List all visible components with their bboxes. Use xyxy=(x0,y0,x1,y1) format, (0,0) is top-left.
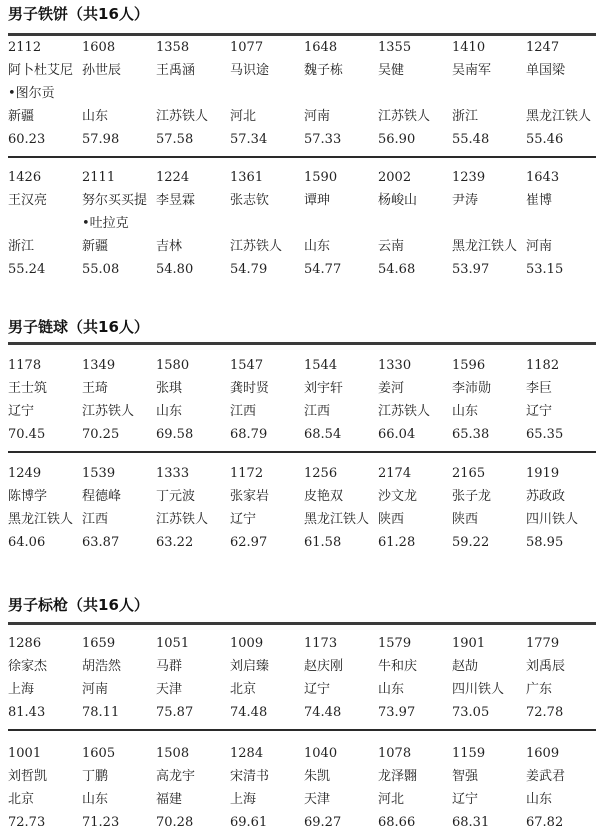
athlete-number: 1247 xyxy=(526,40,560,55)
athlete-team: 上海 xyxy=(230,792,257,807)
athlete-name-cell xyxy=(304,189,378,235)
athlete-team: 吉林 xyxy=(156,239,183,254)
athlete-team: 山东 xyxy=(82,109,109,124)
athlete-number: 1410 xyxy=(452,40,486,55)
athlete-name-cell xyxy=(304,59,378,105)
block-divider xyxy=(8,451,596,453)
athlete-name-cell xyxy=(82,377,156,400)
athlete-number: 1330 xyxy=(378,358,412,373)
athlete-team: 浙江 xyxy=(452,109,479,124)
athlete-team: 江苏铁人 xyxy=(378,404,431,419)
athlete-team: 天津 xyxy=(156,682,183,697)
athlete-team: 黑龙江铁人 xyxy=(526,109,592,124)
athlete-name: 杨峻山 xyxy=(378,193,418,208)
athlete-name: 阿卜杜艾尼 xyxy=(8,63,74,78)
athlete-score: 69.61 xyxy=(230,815,268,830)
athlete-number: 1580 xyxy=(156,358,190,373)
athlete-name: 陈博学 xyxy=(8,489,48,504)
athlete-name-cell xyxy=(230,655,304,678)
athlete-name-cell xyxy=(378,377,452,400)
athlete-team: 江苏铁人 xyxy=(230,239,283,254)
athlete-number: 2174 xyxy=(378,466,412,481)
athlete-name: 丁鹏 xyxy=(82,769,109,784)
athlete-name: 崔博 xyxy=(526,193,553,208)
section-title: 男子链球（共16人） xyxy=(8,318,149,336)
athlete-number: 1605 xyxy=(82,746,116,761)
athlete-name-cell xyxy=(82,189,156,235)
athlete-team: 浙江 xyxy=(8,239,35,254)
block-divider xyxy=(8,729,596,731)
athlete-team: 新疆 xyxy=(8,109,35,124)
athlete-name: 程德峰 xyxy=(82,489,122,504)
athlete-score: 62.97 xyxy=(230,535,268,550)
athlete-number: 1078 xyxy=(378,746,412,761)
athlete-score: 59.22 xyxy=(452,535,490,550)
athlete-number: 1648 xyxy=(304,40,338,55)
athlete-name-cell xyxy=(378,59,452,105)
athlete-number: 1051 xyxy=(156,636,190,651)
athlete-name: 姜河 xyxy=(378,381,405,396)
athlete-number: 1249 xyxy=(8,466,42,481)
athlete-team: 辽宁 xyxy=(304,682,331,697)
athlete-name-cell xyxy=(230,485,304,508)
athlete-team: 新疆 xyxy=(82,239,109,254)
athlete-team: 山东 xyxy=(378,682,405,697)
athlete-team: 山东 xyxy=(452,404,479,419)
athlete-name-cell xyxy=(230,59,304,105)
athlete-team: 河北 xyxy=(230,109,257,124)
athlete-name-cell xyxy=(452,189,526,235)
athlete-name: 尹涛 xyxy=(452,193,479,208)
athlete-score: 68.79 xyxy=(230,427,268,442)
athlete-name-cell xyxy=(526,377,600,400)
athlete-team: 北京 xyxy=(8,792,35,807)
athlete-team: 江苏铁人 xyxy=(156,512,209,527)
athlete-score: 61.28 xyxy=(378,535,416,550)
section-rule xyxy=(8,342,596,345)
athlete-number: 1643 xyxy=(526,170,560,185)
athlete-score: 65.35 xyxy=(526,427,564,442)
athlete-score: 54.77 xyxy=(304,262,342,277)
athlete-team: 天津 xyxy=(304,792,331,807)
athlete-number: 1539 xyxy=(82,466,116,481)
athlete-score: 53.15 xyxy=(526,262,564,277)
athlete-name: 胡浩然 xyxy=(82,659,122,674)
athlete-score: 57.34 xyxy=(230,132,268,147)
athlete-score: 73.97 xyxy=(378,705,416,720)
athlete-score: 69.58 xyxy=(156,427,194,442)
athlete-score: 72.73 xyxy=(8,815,46,830)
athlete-block xyxy=(8,632,600,724)
athlete-score: 55.46 xyxy=(526,132,564,147)
athlete-name: 姜武君 xyxy=(526,769,566,784)
athlete-name: 赵劼 xyxy=(452,659,479,674)
athlete-name: 朱凯 xyxy=(304,769,331,784)
athlete-name: 孙世辰 xyxy=(82,63,122,78)
athlete-score: 68.66 xyxy=(378,815,416,830)
athlete-score: 58.95 xyxy=(526,535,564,550)
athlete-team: 黑龙江铁人 xyxy=(304,512,370,527)
athlete-name: 王汉亮 xyxy=(8,193,48,208)
athlete-name-cell xyxy=(452,59,526,105)
athlete-number: 1182 xyxy=(526,358,560,373)
athlete-score: 53.97 xyxy=(452,262,490,277)
athlete-team: 四川铁人 xyxy=(452,682,505,697)
athlete-number: 1579 xyxy=(378,636,412,651)
athlete-score: 63.22 xyxy=(156,535,194,550)
athlete-name: 刘禹辰 xyxy=(526,659,566,674)
athlete-number: 1608 xyxy=(82,40,116,55)
athlete-score: 55.24 xyxy=(8,262,46,277)
athlete-name: 李沛勋 xyxy=(452,381,492,396)
athlete-name-cell xyxy=(526,189,600,235)
athlete-score: 78.11 xyxy=(82,705,120,720)
athlete-name: 谭珅 xyxy=(304,193,331,208)
athlete-team: 北京 xyxy=(230,682,257,697)
athlete-number: 1286 xyxy=(8,636,42,651)
athlete-team: 辽宁 xyxy=(8,404,35,419)
athlete-score: 60.23 xyxy=(8,132,46,147)
athlete-name: 刘宇轩 xyxy=(304,381,344,396)
athlete-name: 马识途 xyxy=(230,63,270,78)
athlete-score: 75.87 xyxy=(156,705,194,720)
athlete-team: 陕西 xyxy=(378,512,405,527)
athlete-name-cell xyxy=(82,655,156,678)
athlete-block xyxy=(8,354,600,446)
athlete-score: 69.27 xyxy=(304,815,342,830)
athlete-name-cell xyxy=(452,485,526,508)
athlete-name: 龚时贤 xyxy=(230,381,270,396)
athlete-block xyxy=(8,36,600,151)
athlete-block xyxy=(8,742,600,834)
athlete-name: 单国梁 xyxy=(526,63,566,78)
athlete-score: 57.98 xyxy=(82,132,120,147)
athlete-number: 1173 xyxy=(304,636,338,651)
athlete-score: 68.31 xyxy=(452,815,490,830)
athlete-number: 1901 xyxy=(452,636,486,651)
athlete-score: 57.33 xyxy=(304,132,342,147)
athlete-score: 64.06 xyxy=(8,535,46,550)
athlete-number: 1361 xyxy=(230,170,264,185)
athlete-team: 江西 xyxy=(82,512,109,527)
athlete-score: 74.48 xyxy=(304,705,342,720)
athlete-name: 吴健 xyxy=(378,63,405,78)
athlete-name: 宋清书 xyxy=(230,769,270,784)
athlete-name-cell xyxy=(8,59,82,105)
athlete-name-cell xyxy=(8,765,82,788)
athlete-team: 江西 xyxy=(304,404,331,419)
athlete-name-cell xyxy=(526,765,600,788)
athlete-name: 沙文龙 xyxy=(378,489,418,504)
section-title: 男子铁饼（共16人） xyxy=(8,5,149,23)
athlete-name: 王士筑 xyxy=(8,381,48,396)
athlete-name-cell xyxy=(8,377,82,400)
athlete-team: 山东 xyxy=(526,792,553,807)
athlete-team: 辽宁 xyxy=(526,404,553,419)
athlete-name-cell xyxy=(8,189,82,235)
athlete-number: 1239 xyxy=(452,170,486,185)
athlete-name: 张琪 xyxy=(156,381,183,396)
athlete-number: 2165 xyxy=(452,466,486,481)
athlete-score: 66.04 xyxy=(378,427,416,442)
athlete-score: 70.45 xyxy=(8,427,46,442)
athlete-team: 河北 xyxy=(378,792,405,807)
athlete-number: 1172 xyxy=(230,466,264,481)
athlete-name-cell xyxy=(378,765,452,788)
athlete-number: 2111 xyxy=(82,170,116,185)
athlete-score: 55.08 xyxy=(82,262,120,277)
athlete-name-cell xyxy=(304,377,378,400)
athlete-name-cell xyxy=(378,189,452,235)
athlete-name-cell xyxy=(8,485,82,508)
athlete-number: 1333 xyxy=(156,466,190,481)
athlete-score: 81.43 xyxy=(8,705,46,720)
athlete-name-cell xyxy=(156,377,230,400)
athlete-number: 1009 xyxy=(230,636,264,651)
athlete-number: 1284 xyxy=(230,746,264,761)
athlete-name-continued: •图尔贡 xyxy=(8,86,55,101)
athlete-number: 1596 xyxy=(452,358,486,373)
athlete-number: 1590 xyxy=(304,170,338,185)
athlete-number: 1178 xyxy=(8,358,42,373)
athlete-number: 1609 xyxy=(526,746,560,761)
athlete-number: 1544 xyxy=(304,358,338,373)
athlete-name: 刘启臻 xyxy=(230,659,270,674)
athlete-name-cell xyxy=(304,485,378,508)
athlete-number: 2112 xyxy=(8,40,42,55)
athlete-score: 71.23 xyxy=(82,815,120,830)
athlete-number: 2002 xyxy=(378,170,412,185)
athlete-name: 张家岩 xyxy=(230,489,270,504)
athlete-name: 高龙宇 xyxy=(156,769,196,784)
block-divider xyxy=(8,156,596,158)
athlete-number: 1355 xyxy=(378,40,412,55)
athlete-team: 广东 xyxy=(526,682,553,697)
athlete-number: 1659 xyxy=(82,636,116,651)
athlete-name-cell xyxy=(82,765,156,788)
athlete-name-cell xyxy=(230,765,304,788)
athlete-name: 王禹涵 xyxy=(156,63,196,78)
athlete-team: 云南 xyxy=(378,239,405,254)
athlete-number: 1224 xyxy=(156,170,190,185)
athlete-number: 1547 xyxy=(230,358,264,373)
athlete-score: 67.82 xyxy=(526,815,564,830)
athlete-name: 牛和庆 xyxy=(378,659,418,674)
athlete-team: 黑龙江铁人 xyxy=(452,239,518,254)
athlete-name-continued: •吐拉克 xyxy=(82,216,129,231)
athlete-name: 李昱霖 xyxy=(156,193,196,208)
athlete-team: 山东 xyxy=(82,792,109,807)
athlete-number: 1256 xyxy=(304,466,338,481)
athlete-number: 1358 xyxy=(156,40,190,55)
athlete-name-cell xyxy=(304,765,378,788)
athlete-score: 55.48 xyxy=(452,132,490,147)
section-rule xyxy=(8,622,596,625)
athlete-team: 辽宁 xyxy=(452,792,479,807)
athlete-name-cell xyxy=(230,189,304,235)
athlete-number: 1919 xyxy=(526,466,560,481)
athlete-score: 56.90 xyxy=(378,132,416,147)
athlete-score: 61.58 xyxy=(304,535,342,550)
athlete-team: 四川铁人 xyxy=(526,512,579,527)
athlete-name-cell xyxy=(526,655,600,678)
section-title: 男子标枪（共16人） xyxy=(8,596,149,614)
athlete-name: 智强 xyxy=(452,769,479,784)
athlete-name: 苏政政 xyxy=(526,489,566,504)
athlete-score: 73.05 xyxy=(452,705,490,720)
athlete-name-cell xyxy=(8,655,82,678)
athlete-score: 54.80 xyxy=(156,262,194,277)
athlete-name-cell xyxy=(156,485,230,508)
athlete-team: 江西 xyxy=(230,404,257,419)
athlete-number: 1159 xyxy=(452,746,486,761)
athlete-team: 山东 xyxy=(156,404,183,419)
athlete-team: 江苏铁人 xyxy=(378,109,431,124)
athlete-name: 赵庆刚 xyxy=(304,659,344,674)
athlete-name-cell xyxy=(82,59,156,105)
athlete-name: 丁元波 xyxy=(156,489,196,504)
athlete-score: 54.68 xyxy=(378,262,416,277)
athlete-team: 辽宁 xyxy=(230,512,257,527)
athlete-name: 皮艳双 xyxy=(304,489,344,504)
athlete-name: 张志钦 xyxy=(230,193,270,208)
athlete-name-cell xyxy=(378,485,452,508)
athlete-name: 魏子栋 xyxy=(304,63,344,78)
athlete-name: 努尔买买提 xyxy=(82,193,148,208)
athlete-name-cell xyxy=(82,485,156,508)
athlete-number: 1779 xyxy=(526,636,560,651)
athlete-name: 王琦 xyxy=(82,381,109,396)
athlete-name-cell xyxy=(452,655,526,678)
athlete-score: 74.48 xyxy=(230,705,268,720)
athlete-name: 李巨 xyxy=(526,381,553,396)
athlete-score: 54.79 xyxy=(230,262,268,277)
athlete-number: 1040 xyxy=(304,746,338,761)
athlete-name: 吴南军 xyxy=(452,63,492,78)
athlete-name-cell xyxy=(526,59,600,105)
athlete-score: 57.58 xyxy=(156,132,194,147)
athlete-name: 张子龙 xyxy=(452,489,492,504)
athlete-name-cell xyxy=(230,377,304,400)
athlete-name: 刘哲凯 xyxy=(8,769,48,784)
athlete-team: 江苏铁人 xyxy=(82,404,135,419)
athlete-number: 1001 xyxy=(8,746,42,761)
athlete-team: 河南 xyxy=(304,109,331,124)
athlete-name-cell xyxy=(156,189,230,235)
athlete-number: 1349 xyxy=(82,358,116,373)
athlete-name-cell xyxy=(378,655,452,678)
athlete-team: 福建 xyxy=(156,792,183,807)
athlete-number: 1508 xyxy=(156,746,190,761)
athlete-score: 63.87 xyxy=(82,535,120,550)
athlete-team: 陕西 xyxy=(452,512,479,527)
athlete-score: 70.28 xyxy=(156,815,194,830)
athlete-name: 马群 xyxy=(156,659,183,674)
athlete-score: 70.25 xyxy=(82,427,120,442)
athlete-score: 72.78 xyxy=(526,705,564,720)
athlete-block xyxy=(8,166,600,281)
athlete-name-cell xyxy=(304,655,378,678)
athlete-team: 黑龙江铁人 xyxy=(8,512,74,527)
athlete-team: 河南 xyxy=(82,682,109,697)
athlete-score: 65.38 xyxy=(452,427,490,442)
athlete-team: 山东 xyxy=(304,239,331,254)
athlete-team: 河南 xyxy=(526,239,553,254)
athlete-number: 1077 xyxy=(230,40,264,55)
athlete-name-cell xyxy=(156,59,230,105)
athlete-name: 龙泽翾 xyxy=(378,769,418,784)
athlete-name: 徐家杰 xyxy=(8,659,48,674)
athlete-score: 68.54 xyxy=(304,427,342,442)
athlete-team: 上海 xyxy=(8,682,35,697)
athlete-team: 江苏铁人 xyxy=(156,109,209,124)
athlete-name-cell xyxy=(156,765,230,788)
athlete-name-cell xyxy=(452,765,526,788)
athlete-name-cell xyxy=(156,655,230,678)
athlete-block xyxy=(8,462,600,554)
athlete-name-cell xyxy=(452,377,526,400)
athlete-number: 1426 xyxy=(8,170,42,185)
athlete-name-cell xyxy=(526,485,600,508)
